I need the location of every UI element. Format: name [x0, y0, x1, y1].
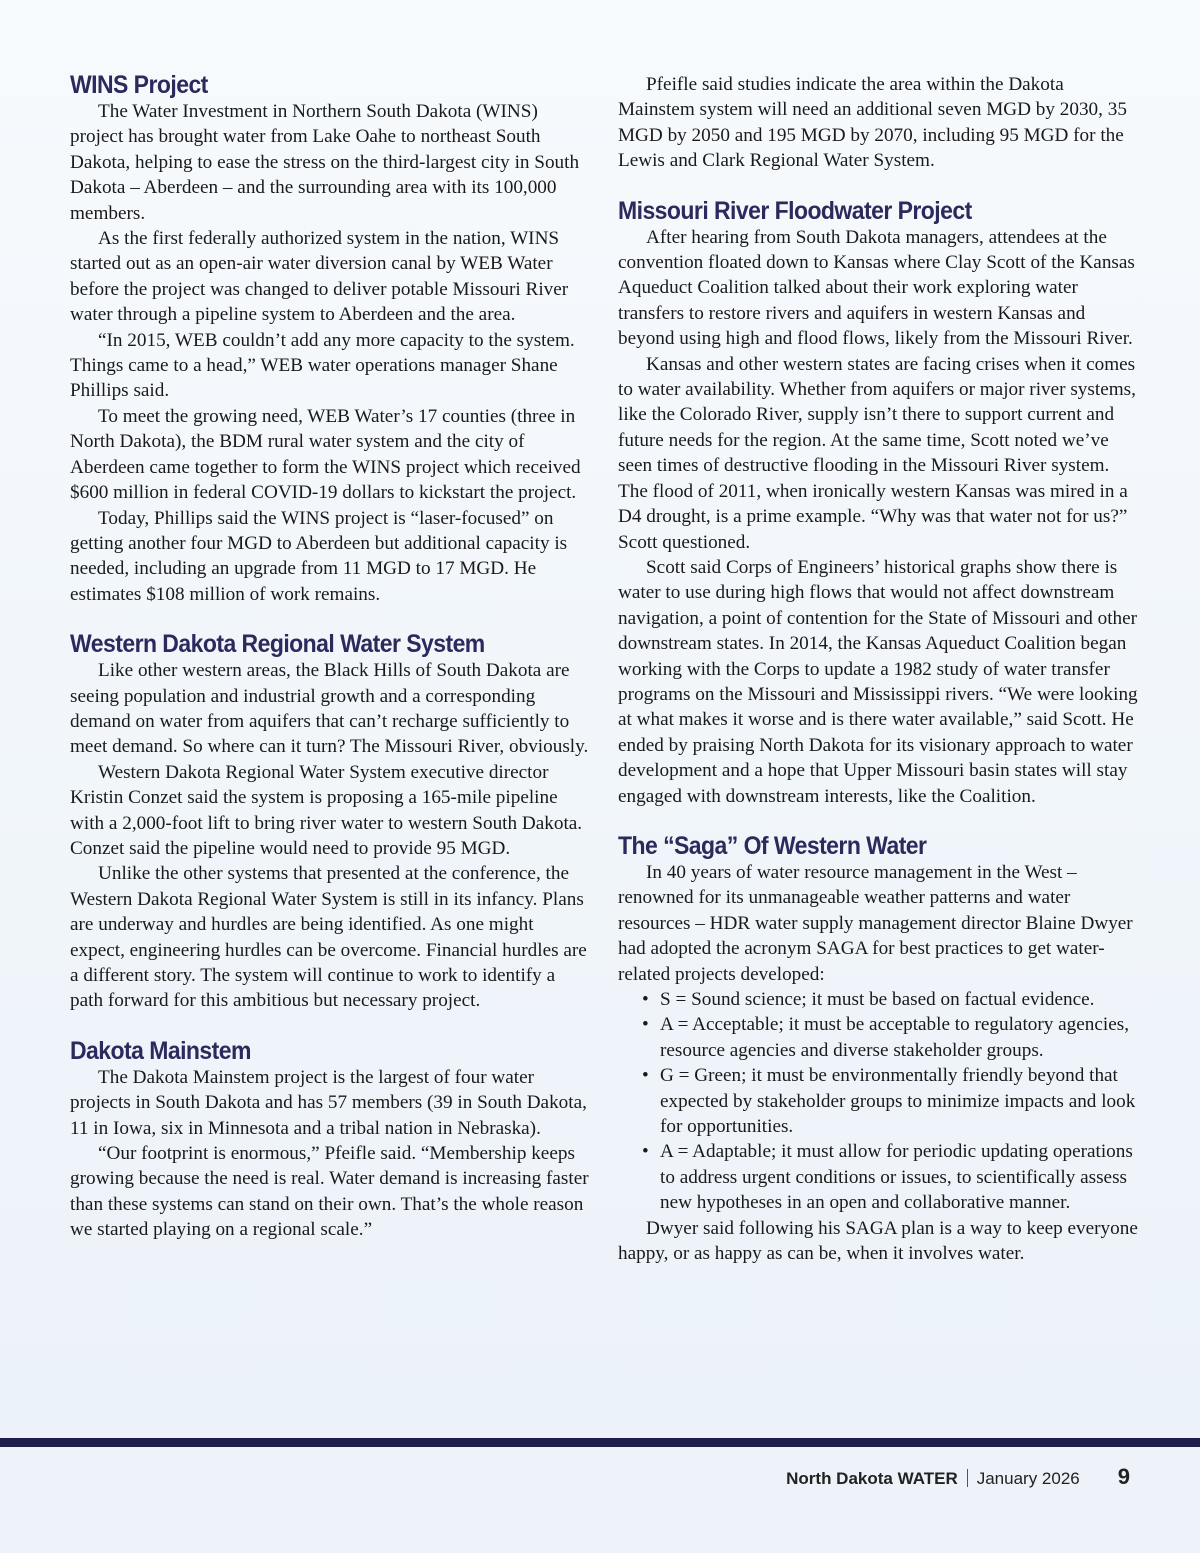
heading-floodwater: Missouri River Floodwater Project [618, 196, 972, 225]
paragraph: Dwyer said following his SAGA plan is a way to keep everyone happy, or as happy as can be, when it involves water. [618, 1217, 1138, 1265]
bullet-icon: • [642, 989, 649, 1010]
paragraph: “In 2015, WEB couldn’t add any more capacity to the system. Things came to a head,” WEB water operations manager Shane Phillips said. [70, 329, 575, 402]
paragraph: In 40 years of water resource management in the West – renowned for its unmanageable weather patterns and water resources – HDR water supply management director Blaine Dwyer had adopted the acronym SAGA for best practices to get water-related projects developed: [618, 861, 1133, 985]
heading-western-dakota: Western Dakota Regional Water System [70, 630, 485, 659]
paragraph: After hearing from South Dakota managers, attendees at the convention floated down to Kansas where Clay Scott of the Kansas Aqueduct Coalition talked about their work exploring water transfers to restore rivers and aquifers in western Kansas and beyond using high and flood flows, likely from the Missouri River. [618, 226, 1135, 350]
bullet-icon: • [642, 1065, 649, 1087]
paragraph: The Dakota Mainstem project is the largest of four water projects in South Dakota and has 57 members (39 in South Dakota, 11 in Iowa, six in Minnesota and a tribal nation in Nebraska). [70, 1066, 587, 1139]
section-wins-project [70, 72, 590, 607]
paragraph: Scott said Corps of Engineers’ historical graphs show there is water to use during high flows that would not affect downstream navigation, a point of contention for the State of Missouri and other downstream states. In 2014, the Kansas Aqueduct Coalition began working with the Corps to update a 1982 study of water transfer programs on the Missouri and Mississippi rivers. “We were looking at what makes it worse and is there water available,” said Scott. He ended by praising North Dakota for its visionary approach to water development and a hope that Upper Missouri basin states will stay engaged with downstream interests, like the Coalition. [618, 556, 1138, 807]
list-item-text: S = Sound science; it must be based on factual evidence. [660, 989, 1095, 1010]
issue-date: January 2026 [976, 1469, 1080, 1488]
paragraph: Kansas and other western states are facing crises when it comes to water availability. Whether from aquifers or major river systems, like the Colorado River, supply isn’t there to support current and future needs for the region. At the same time, Scott noted we’ve seen times of destructive flooding in the Missouri River system. The flood of 2011, when ironically western Kansas was mired in a D4 drought, is a prime example. “Why was that water not for us?” Scott questioned. [618, 353, 1136, 553]
right-column [618, 72, 1138, 1290]
list-item-text: A = Adaptable; it must allow for periodic updating operations to address urgent conditions or issues, to scientifically assess new hypotheses in an open and collaborative manner. [660, 1141, 1133, 1214]
page-footer [786, 1464, 1130, 1490]
list-item [642, 1012, 1138, 1063]
section-dakota-mainstem [70, 1038, 590, 1243]
saga-bullet-list [618, 987, 1138, 1216]
heading-dakota-mainstem: Dakota Mainstem [70, 1036, 251, 1065]
paragraph: Like other western areas, the Black Hills of South Dakota are seeing population and industrial growth and a corresponding demand on water from aquifers that can’t recharge sufficiently to meet demand. So where can it turn? The Missouri River, obviously. [70, 660, 589, 758]
page-number: 9 [1117, 1464, 1130, 1489]
paragraph: As the first federally authorized system in the nation, WINS started out as an open-air water diversion canal by WEB Water before the project was changed to deliver potable Missouri River water through a pipeline system to Aberdeen and the area. [70, 228, 569, 326]
section-western-dakota [70, 631, 590, 1014]
paragraph: The Water Investment in Northern South Dakota (WINS) project has brought water from Lake Oahe to northeast South Dakota, helping to ease the stress on the third-largest city in South Dakota – Aberdeen – and the surrounding area with its 100,000 members. [70, 101, 580, 224]
list-item-text: G = Green; it must be environmentally friendly beyond that expected by stakeholder groups to minimize impacts and look for opportunities. [660, 1065, 1136, 1138]
publication-name: North Dakota WATER [786, 1469, 958, 1488]
heading-wins-project: WINS Project [70, 71, 208, 99]
section-floodwater [618, 198, 1138, 809]
list-item [642, 987, 1138, 1012]
left-column [70, 72, 590, 1267]
paragraph: Unlike the other systems that presented at the conference, the Western Dakota Regional Water System is still in its infancy. Plans are underway and hurdles are being identified. As one might expect, engineering hurdles can be overcome. Financial hurdles are a different story. The system will continue to work to identify a path forward for this ambitious but necessary project. [70, 863, 587, 1012]
footer-divider [967, 1469, 968, 1487]
paragraph: “Our footprint is enormous,” Pfeifle said. “Membership keeps growing because the need is real. Water demand is increasing faster than these systems can stand on their own. That’s the whole reason we started playing on a regional scale.” [70, 1143, 589, 1241]
list-item [642, 1063, 1138, 1139]
bullet-icon: • [642, 1014, 649, 1036]
section-mainstem-continued [618, 72, 1138, 174]
list-item-text: A = Acceptable; it must be acceptable to regulatory agencies, resource agencies and diverse stakeholder groups. [660, 1014, 1130, 1061]
paragraph: Pfeifle said studies indicate the area within the Dakota Mainstem system will need an additional seven MGD by 2030, 35 MGD by 2050 and 195 MGD by 2070, including 95 MGD for the Lewis and Clark Regional Water System. [618, 74, 1127, 172]
paragraph: Today, Phillips said the WINS project is “laser-focused” on getting another four MGD to Aberdeen but additional capacity is needed, including an upgrade from 11 MGD to 17 MGD. He estimates $108 million of work remains. [70, 507, 568, 605]
heading-saga: The “Saga” Of Western Water [618, 831, 927, 860]
footer-rule [0, 1438, 1200, 1447]
paragraph: To meet the growing need, WEB Water’s 17 counties (three in North Dakota), the BDM rural water system and the city of Aberdeen came together to form the WINS project which received $600 million in federal COVID-19 dollars to kickstart the project. [70, 405, 581, 504]
list-item [642, 1139, 1138, 1215]
paragraph: Western Dakota Regional Water System executive director Kristin Conzet said the system is proposing a 165-mile pipeline with a 2,000-foot lift to bring river water to western South Dakota. Conzet said the pipeline would need to provide 95 MGD. [70, 761, 583, 859]
section-saga [618, 833, 1138, 1267]
bullet-icon: • [642, 1141, 649, 1163]
